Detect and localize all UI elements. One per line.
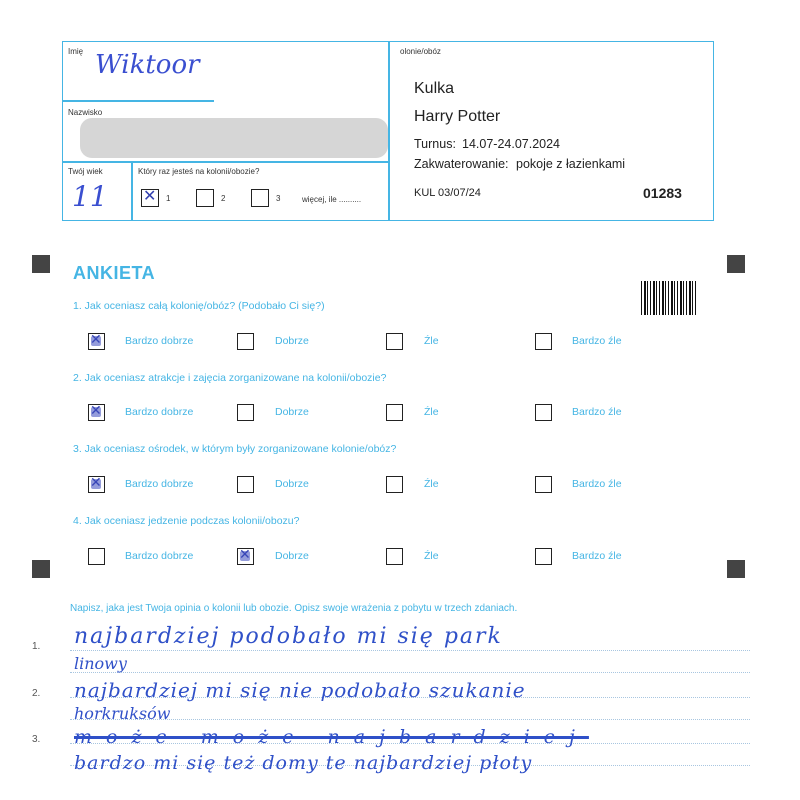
q2-option-label: Źle	[424, 406, 439, 418]
q4-bardzo-zle-checkbox[interactable]	[535, 548, 552, 565]
accommodation-value: pokoje z łazienkami	[516, 157, 626, 171]
registration-marker	[32, 255, 50, 273]
answer-2-line-1[interactable]: najbardziej mi się nie podobało szukanie	[74, 678, 526, 702]
answer-line	[70, 650, 750, 651]
q1-bardzo-dobrze-checkbox[interactable]	[88, 333, 105, 350]
q1-option-label: Bardzo źle	[572, 335, 622, 347]
surname-label: Nazwisko	[68, 108, 103, 117]
answer-3-line-2[interactable]: bardzo mi się też domy te najbardziej płoty	[74, 752, 533, 774]
line-number-3: 3.	[32, 734, 41, 745]
header-divider	[388, 41, 390, 221]
name-label: Imię	[68, 47, 84, 56]
question-4: 4. Jak oceniasz jedzenie podczas kolonii/obozu?	[73, 515, 300, 527]
q4-zle-checkbox[interactable]	[386, 548, 403, 565]
visit-label: Który raz jesteś na kolonii/obozie?	[138, 167, 260, 176]
q3-bardzo-dobrze-checkbox[interactable]	[88, 476, 105, 493]
age-row-divider	[62, 161, 388, 163]
visit-checkbox-3[interactable]	[251, 189, 269, 207]
answer-3-crossed-out[interactable]: może może najbardziej	[74, 726, 589, 748]
answer-1-line-1[interactable]: najbardziej podobało mi się park	[74, 624, 503, 649]
line-number-2: 2.	[32, 688, 41, 699]
camp-code: KUL 03/07/24	[414, 187, 481, 199]
q1-dobrze-checkbox[interactable]	[237, 333, 254, 350]
answer-1-line-2[interactable]: linowy	[74, 654, 127, 673]
age-value[interactable]: 11	[72, 180, 108, 213]
q4-bardzo-dobrze-checkbox[interactable]	[88, 548, 105, 565]
turnus-value: 14.07-24.07.2024	[462, 137, 561, 151]
visit-option-2: 2	[221, 194, 226, 203]
q4-option-label: Źle	[424, 550, 439, 562]
name-underline	[62, 100, 214, 102]
q1-option-label: Bardzo dobrze	[125, 335, 194, 347]
q2-dobrze-checkbox[interactable]	[237, 404, 254, 421]
question-2: 2. Jak oceniasz atrakcje i zajęcia zorganizowane na kolonii/obozie?	[73, 372, 387, 384]
form-number: 01283	[643, 185, 682, 201]
answer-line	[70, 719, 750, 720]
q1-option-label: Źle	[424, 335, 439, 347]
q1-option-label: Dobrze	[275, 335, 309, 347]
answer-2-line-2[interactable]: horkruksów	[74, 704, 171, 723]
camp-name: Kulka	[414, 80, 455, 97]
visit-option-3: 3	[276, 194, 281, 203]
q4-option-label: Bardzo źle	[572, 550, 622, 562]
q2-bardzo-dobrze-checkbox[interactable]	[88, 404, 105, 421]
survey-title: ANKIETA	[73, 263, 156, 283]
camp-theme: Harry Potter	[414, 108, 501, 125]
question-1: 1. Jak oceniasz całą kolonię/obóz? (Podobało Ci się?)	[73, 300, 325, 312]
q3-option-label: Bardzo źle	[572, 478, 622, 490]
visit-more: więcej, ile ..........	[302, 195, 362, 204]
q4-option-label: Bardzo dobrze	[125, 550, 194, 562]
q3-option-label: Źle	[424, 478, 439, 490]
visit-checkbox-1[interactable]	[141, 189, 159, 207]
turnus-label: Turnus:	[414, 137, 456, 151]
q3-zle-checkbox[interactable]	[386, 476, 403, 493]
answer-line	[70, 672, 750, 673]
q3-option-label: Dobrze	[275, 478, 309, 490]
name-value[interactable]: Wiktoor	[95, 50, 200, 80]
question-3: 3. Jak oceniasz ośrodek, w którym były zorganizowane kolonie/obóz?	[73, 443, 397, 455]
visit-checkbox-2[interactable]	[196, 189, 214, 207]
registration-marker	[727, 560, 745, 578]
check-mark-icon: ✕	[143, 188, 157, 205]
q2-option-label: Bardzo dobrze	[125, 406, 194, 418]
opinion-prompt: Napisz, jaka jest Twoja opinia o kolonii lub obozie. Opisz swoje wrażenia z pobytu w trzech zdaniach.	[70, 603, 518, 614]
q3-option-label: Bardzo dobrze	[125, 478, 194, 490]
line-number-1: 1.	[32, 641, 41, 652]
q1-zle-checkbox[interactable]	[386, 333, 403, 350]
registration-marker	[727, 255, 745, 273]
accommodation-label: Zakwaterowanie:	[414, 157, 509, 171]
registration-marker	[32, 560, 50, 578]
q1-bardzo-zle-checkbox[interactable]	[535, 333, 552, 350]
visit-option-1: 1	[166, 194, 171, 203]
q3-bardzo-zle-checkbox[interactable]	[535, 476, 552, 493]
age-label: Twój wiek	[68, 167, 103, 176]
q2-option-label: Bardzo źle	[572, 406, 622, 418]
q2-zle-checkbox[interactable]	[386, 404, 403, 421]
q2-option-label: Dobrze	[275, 406, 309, 418]
q3-dobrze-checkbox[interactable]	[237, 476, 254, 493]
age-divider	[131, 161, 133, 221]
q4-dobrze-checkbox[interactable]	[237, 548, 254, 565]
camp-label: olonie/obóz	[400, 47, 441, 56]
barcode	[641, 281, 696, 315]
q2-bardzo-zle-checkbox[interactable]	[535, 404, 552, 421]
q4-option-label: Dobrze	[275, 550, 309, 562]
redacted-surname	[80, 118, 388, 158]
